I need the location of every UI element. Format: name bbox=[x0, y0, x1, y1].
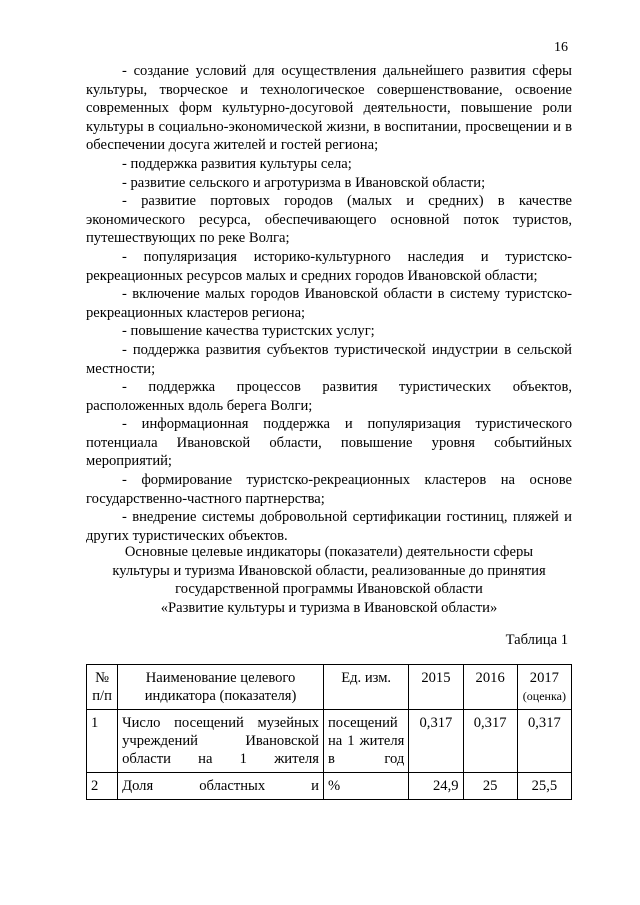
row-2017: 25,5 bbox=[517, 773, 571, 800]
list-item: - поддержка развития субъектов туристической индустрии в сельской местности; bbox=[86, 341, 572, 377]
header-unit: Ед. изм. bbox=[323, 665, 408, 710]
list-item: - развитие сельского и агротуризма в Ивановской области; bbox=[122, 174, 486, 191]
list-item: - включение малых городов Ивановской области в систему туристско-рекреационных кластеров региона; bbox=[86, 286, 572, 321]
table-header-row bbox=[87, 665, 572, 710]
row-num: 1 bbox=[87, 710, 118, 773]
row-2016: 0,317 bbox=[463, 710, 517, 773]
list-item: - поддержка процессов развития туристических объектов, расположенных вдоль берега Волги; bbox=[86, 379, 572, 414]
header-2017 bbox=[517, 665, 571, 710]
header-2015: 2015 bbox=[409, 665, 463, 710]
goals-list bbox=[86, 62, 572, 545]
indicators-table bbox=[86, 664, 572, 800]
list-item: - информационная поддержка и популяризация туристического потенциала Ивановской области, повышение уровня событийных мероприятий; bbox=[86, 416, 572, 470]
header-2016: 2016 bbox=[463, 665, 517, 710]
row-2016: 25 bbox=[463, 773, 517, 800]
header-2017-year: 2017 bbox=[529, 670, 559, 686]
list-item: - развитие портовых городов (малых и средних) в качестве экономического ресурса, обеспечивающего основной поток туристов, путешествующих по реке Волга; bbox=[86, 193, 572, 247]
list-item: - внедрение системы добровольной сертификации гостиниц, пляжей и других туристических объектов. bbox=[86, 509, 572, 544]
row-unit: посещений на 1 жителя в год bbox=[323, 710, 408, 773]
list-item: - формирование туристско-рекреационных кластеров на основе государственно-частного партнерства; bbox=[86, 472, 572, 507]
list-item: - создание условий для осуществления дальнейшего развития сферы культуры, творческое и технологическое совершенствование, освоение современных форм культурно-досуговой деятельности, повышение роли культуры в социально-экономической жизни, в воспитании, просвещении и в обеспечении досуга жителей и гостей региона; bbox=[86, 63, 572, 154]
table-row bbox=[87, 710, 572, 773]
header-2017-note: (оценка) bbox=[522, 689, 566, 703]
list-item: - популяризация историко-культурного наследия и туристско-рекреационных ресурсов малых и средних городов Ивановской области; bbox=[86, 248, 572, 284]
row-name: Доля областных и bbox=[118, 773, 324, 800]
list-item: - поддержка развития культуры села; bbox=[122, 155, 352, 172]
row-2015: 24,9 bbox=[409, 773, 463, 800]
header-num: № п/п bbox=[87, 665, 118, 710]
row-num: 2 bbox=[87, 773, 118, 800]
heading-line: «Развитие культуры и туризма в Ивановской области» bbox=[160, 599, 498, 616]
heading-line: Основные целевые индикаторы (показатели) деятельности сферы bbox=[124, 544, 534, 560]
section-heading bbox=[86, 543, 572, 617]
heading-line: культуры и туризма Ивановской области, реализованные до принятия bbox=[112, 562, 546, 579]
row-name: Число посещений музейных учреждений Ивановской области на 1 жителя bbox=[118, 710, 324, 773]
heading-line: государственной программы Ивановской области bbox=[175, 581, 483, 598]
table-row bbox=[87, 773, 572, 800]
table-caption: Таблица 1 bbox=[505, 632, 568, 648]
list-item: - повышение качества туристских услуг; bbox=[122, 323, 375, 340]
header-name: Наименование целевого индикатора (показателя) bbox=[118, 665, 324, 710]
row-2017: 0,317 bbox=[517, 710, 571, 773]
row-2015: 0,317 bbox=[409, 710, 463, 773]
page-number: 16 bbox=[554, 40, 568, 55]
row-unit: % bbox=[323, 773, 408, 800]
